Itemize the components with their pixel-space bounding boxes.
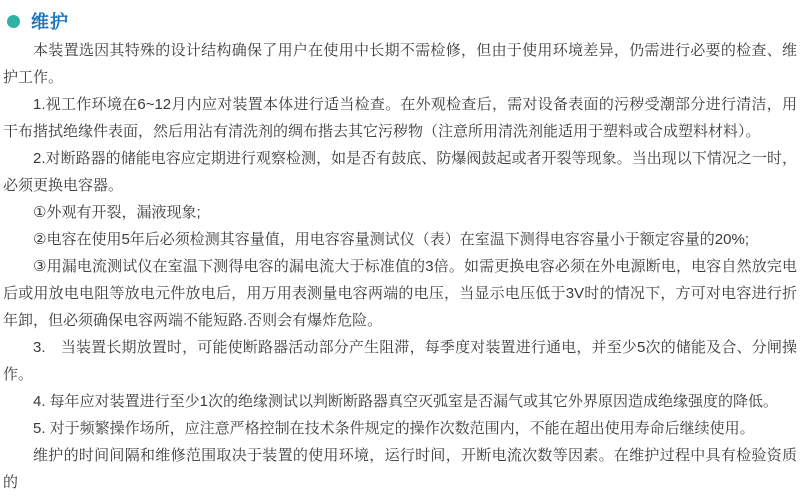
paragraph-item-4: 4. 每年应对装置进行至少1次的绝缘测试以判断断路器真空灭弧室是否漏气或其它外界原因造成绝缘强度的降低。 xyxy=(33,393,779,410)
bullet-icon xyxy=(7,15,20,28)
paragraph-condition-2: ②电容在使用5年后必须检测其容量值，用电容容量测试仪（表）在室温下测得电容容量小于额定容量的20%; xyxy=(33,231,749,248)
page-title: 维护 xyxy=(31,12,69,32)
paragraph-intro: 本装置选因其特殊的设计结构确保了用户在使用中长期不需检修，但由于使用环境差异，仍需进行必要的检查、维护工作。 xyxy=(3,42,797,86)
paragraph-condition-3: ③用漏电流测试仪在室温下测得电容的漏电流大于标准值的3倍。如需更换电容必须在外电源断电，电容自然放完电后或用放电电阻等放电元件放电后，用万用表测量电容两端的电压，当显示电压低于3V时的情况下，方可对电容进行折年卸，但必须确保电容两端不能短路.否则会有爆炸危险。 xyxy=(3,258,797,329)
section-heading xyxy=(0,0,800,35)
paragraph-item-5: 5. 对于频繁操作场所，应注意严格控制在技术条件规定的操作次数范围内，不能在超出使用寿命后继续使用。 xyxy=(33,420,755,437)
body-text xyxy=(0,35,800,496)
paragraph-condition-1: ①外观有开裂，漏液现象; xyxy=(33,204,201,221)
paragraph-item-1: 1.视工作环境在6~12月内应对装置本体进行适当检查。在外观检查后，需对设备表面的污秽受潮部分进行清洁，用干布揩拭绝缘件表面，然后用沾有清洗剂的绸布揩去其它污秽物（注意所用清洗剂能适用于塑料或合成塑料材料）。 xyxy=(3,96,797,140)
paragraph-item-3: 3. 当装置长期放置时，可能使断路器活动部分产生阻滞，每季度对装置进行通电，并至少5次的储能及合、分闸操作。 xyxy=(3,339,797,383)
paragraph-item-2: 2.对断路器的储能电容应定期进行观察检测，如是否有鼓底、防爆阀鼓起或者开裂等现象。当出现以下情况之一时，必须更换电容器。 xyxy=(3,150,797,194)
paragraph-closing: 维护的时间间隔和维修范围取决于装置的使用环境，运行时间，开断电流次数等因素。在维护过程中具有检验资质的 xyxy=(3,447,797,491)
